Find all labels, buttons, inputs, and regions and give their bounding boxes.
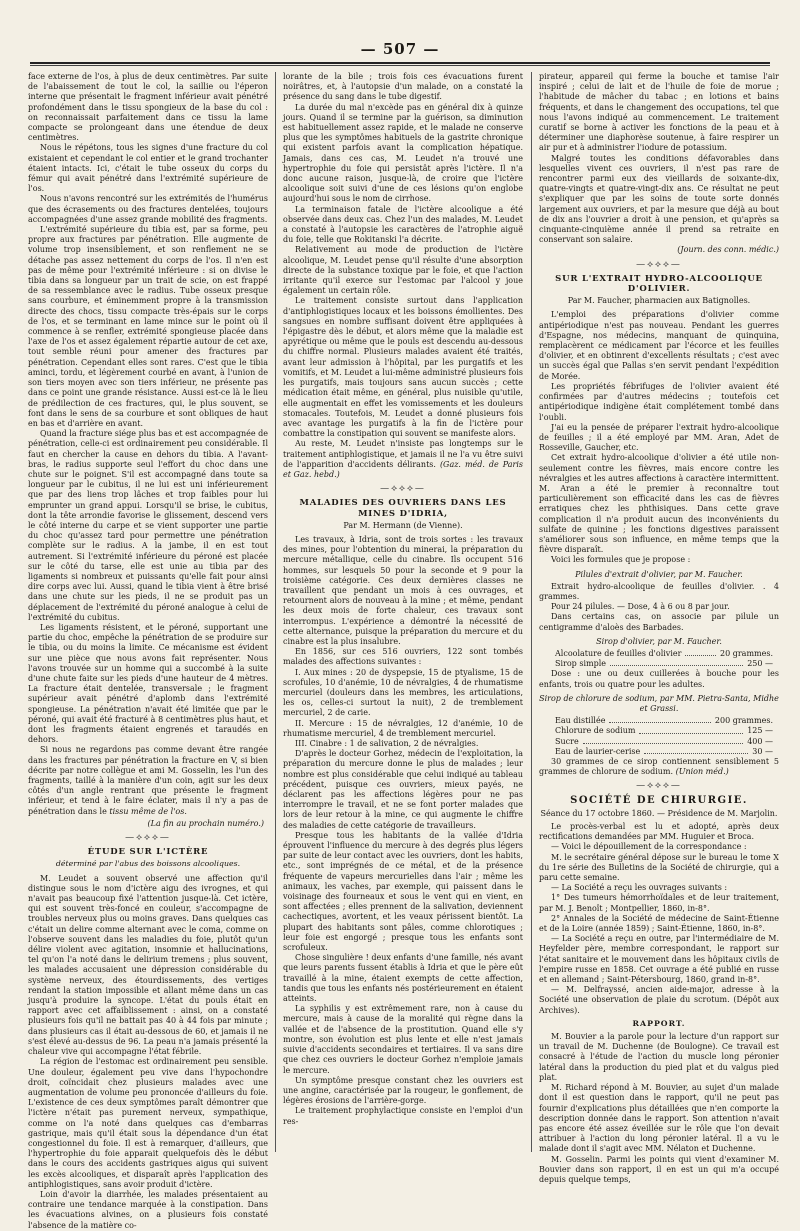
ingredient-name: Sirop simple	[555, 659, 607, 669]
ingredient-name: Sucre	[555, 736, 579, 746]
paragraph: — La Société a reçu les ouvrages suivants :	[551, 883, 728, 893]
ingredient-name: Eau distillée	[555, 716, 606, 726]
paragraph: M. Richard répond à M. Bouvier, au sujet d'un malade dont il est question dans le rapport, qu'il ne peut pas fournir d'explications plus détaillées que n'en comporte la description donnée dans le rapport. Son attention n'avait pas encore été assez éveillée sur le rôle que l'on devait attribuer à l'action du long péronier latéral. Il a vu le malade dont il s'agit avec MM. Nélaton et Duchenne.	[539, 1083, 779, 1154]
paragraph: Cet extrait hydro-alcoolique d'olivier a été utile non-seulement contre les fièvres, mais encore contre les névralgies et les autres affections à caractère intermittent. M. Aran a été le premier à reconnaître tout particulièrement son efficacité dans les cas de fièvres erratiques chez les phthisiques. Dans cette grave complication il n'a produit aucun des inconvénients du sulfate de quinine ; les fonctions digestives paraissent s'améliorer sous son influence, en même temps que la fièvre disparaît.	[539, 453, 779, 555]
leader-dots	[583, 737, 744, 744]
paragraph-text: Si nous ne regardons pas comme devant être rangée dans les fractures par pénétration la fracture en V, si bien décrite par notre collègue et ami M. Gosselin, les l'un des fragments, taillé à la manière d'un coin, agit sur les deux côtés d'un angle rentrant que présente le fragment inférieur, et tend à le faire éclater, mais il n'y a pas de pénétration dans le	[28, 745, 268, 816]
paragraph: Nous le répétons, tous les signes d'une fracture du col existaient et cependant le col entier et le grand trochanter étaient intacts. Ici, c'était le tube osseux du corps du fémur qui avait pénétré dans l'extrémité supérieure de l'os.	[28, 143, 268, 194]
article-heading: ÉTUDE SUR L'ICTÈRE	[87, 847, 209, 858]
paragraph: L'extrémité supérieure du tibia est, par sa forme, peu propre aux fractures par pénétration. Elle augmente de volume trop insensiblement, et son renflement ne se détache pas assez nettement du corps de l'os. Il n'en est pas de même pour l'extrémité inférieure : si on divise le tibia dans sa longueur par un trait de scie, on est frappé de sa ressemblance avec le radius. Tube osseux presque sans courbure, et éminemment propre à la transmission directe des chocs, tissu compacte très-épais sur le corps de l'os, et se terminant en lame mince sur le point où il commence à se renfler, extrémité spongieuse placée dans l'axe de l'os et assez également répartie autour de cet axe, tout semble réuni pour amener des fractures par pénétration. Cependant elles sont rares. C'est que le tibia aminci, tordu, et légèrement courbé en avant, à l'union de son tiers moyen avec son tiers inférieur, ne présente pas dans ce point une grande résistance. Aussi est-ce là le lieu de prédilection de ces fractures, qui, le plus souvent, se font dans le sens de sa courbure et sont obliques de haut en bas et d'arrière en avant.	[28, 225, 268, 428]
source-citation: (Gaz. méd. de Paris et Gaz. hebd.)	[283, 459, 524, 479]
ingredient-qty: 30 —	[752, 746, 773, 756]
article-author: Par M. Faucher, pharmacien aux Batignolles.	[567, 296, 751, 306]
paragraph: M. Bouvier a la parole pour la lecture d'un rapport sur un travail de M. Duchenne (de Boulogne). Ce travail est consacré à l'étude de l'action du muscle long péronier latéral dans la production du pied plat et du valgus pied plat.	[539, 1032, 779, 1082]
ornament-divider: —⟡⟡⟡—	[380, 484, 426, 495]
paragraph	[283, 439, 523, 480]
paragraph-text: Au reste, M. Leudet n'insiste pas longtemps sur le traitement antiphlogistique, et jamais il ne l'a vu être suivi de l'apparition d'accidents délirants.	[283, 439, 523, 469]
ingredient-name: Chlorure de sodium	[555, 726, 636, 736]
ingredient-qty: 250 —	[747, 659, 773, 669]
formula-line: Extrait hydro-alcoolique de feuilles d'olivier. . 4 grammes.	[539, 581, 779, 601]
formula-title: Sirop de chlorure de sodium, par MM. Pietra-Santa, Midhe et Grassi.	[539, 693, 779, 713]
formula-row	[539, 726, 779, 736]
paragraph: L'emploi des préparations d'olivier comme antipériodique n'est pas nouveau. Pendant les guerres d'Espagne, nos médecins, manquant de quinquina, remplacèrent ce médicament par l'écorce et les feuilles d'olivier, et en obtinrent d'excellents résultats ; c'est avec un succès égal que Pallas s'en servit pendant l'expédition de Morée.	[539, 310, 779, 381]
paragraph: Relativement au mode de production de l'ictère alcoolique, M. Leudet pense qu'il résulte d'une absorption directe de la substance toxique par le foie, et que l'action irritante qu'il exerce sur l'estomac par l'alcool y joue également un certain rôle.	[283, 245, 523, 296]
paragraph: Malgré toutes les conditions défavorables dans lesquelles vivent ces ouvriers, il n'est pas rare de rencontrer parmi eux des vieillards de soixante-dix, quatre-vingts et quatre-vingt-dix ans. Ce résultat ne peut s'expliquer que par les soins de toute sorte donnés largement aux ouvriers, et par la mesure que déjà au bout de dix ans l'ouvrier a droit à une pension, et qu'après sa cinquante-cinquième année il prend sa retraite en conservant son salaire.	[539, 153, 779, 245]
paragraph: Presque tous les habitants de la vallée d'Idria éprouvent l'influence du mercure à des degrés plus légers par suite de leur contact avec les ouvriers, dont les habits, etc., sont imprégnés de ce métal, et de la présence fréquente de vapeurs mercurielles dans l'air ; même les animaux, les vaches, par exemple, qui paissent dans le voisinage des fourneaux et sous le vent qui en vient, en sont affectées ; elles prennent de la salivation, deviennent cachectiques, avortent, et les veaux périssent bientôt. La plupart des habitants sont pâles, comme chlorotiques ; leur foie est engorgé ; presque tous les enfants sont scrofuleux.	[283, 830, 523, 953]
paragraph: Quand la fracture siége plus bas et est accompagnée de pénétration, celle-ci est ordinairement peu considérable. Il faut en chercher la cause en dehors du tibia. A l'avant-bras, le radius supporte seul l'effort du choc dans une chute sur le poignet. S'il est accompagné dans toute sa longueur par le cubitus, il ne lui est uni inférieurement que par des liens trop lâches et trop faibles pour lui emprunter un grand appui. Lorsqu'il se brise, le cubitus, dont la tête arrondie favorise le glissement, descend vers le côté interne du carpe et se vient supporter une partie du choc qu'assez tard pour permettre une pénétration complète sur le radius. A la jambe, il en est tout autrement. Si l'extrémité inférieure du péroné est placée sur le côté du tarse, elle est unie au tibia par des ligaments si nombreux et puissants qu'elle fait pour ainsi dire corps avec lui. Aussi, quand le tibia vient à être brisé dans une chute sur les pieds, il ne se produit pas un déplacement de l'extrémité du péroné analogue à celui de l'extrémité du cubitus.	[28, 429, 268, 622]
continuation-note: (La fin au prochain numéro.)	[147, 818, 264, 828]
leader-dots	[609, 716, 710, 723]
paragraph: Un symptôme presque constant chez les ouvriers est une angine, caractérisée par la rougeur, le gonflement, de légères érosions de l'arrière-gorge.	[283, 1075, 523, 1106]
paragraph: Dans certains cas, on associe par pilule un centigramme d'aloès des Barbades.	[539, 612, 779, 632]
session-line: Séance du 17 octobre 1860. — Présidence de M. Marjolin.	[540, 808, 778, 818]
formula-row	[539, 747, 779, 757]
paragraph: J'ai eu la pensée de préparer l'extrait hydro-alcoolique de feuilles ; il a été employé par MM. Aran, Adet de Rosseville, Gaucher, etc.	[539, 422, 779, 453]
article-heading: SUR L'EXTRAIT HYDRO-ALCOOLIQUE D'OLIVIER.	[555, 273, 763, 295]
leader-dots	[644, 747, 748, 754]
paragraph: III. Cinabre : 1 de salivation, 2 de névralgies.	[295, 739, 479, 748]
formula-row	[539, 659, 779, 669]
formula-row	[539, 737, 779, 747]
paragraph: — La Société a reçu en outre, par l'intermédiaire de M. Heyfelder père, membre correspondant, le rapport sur l'état sanitaire et le mouvement dans les hôpitaux civils de l'empire russe en 1858. Cet ouvrage a été publié en russe et en allemand ; Saint-Pétersbourg, 1860, grand in-8°.	[539, 934, 779, 985]
paragraph: I. Aux mines : 20 de dyspepsie, 15 de ptyalisme, 15 de scrofules, 10 d'anémie, 10 de névralgies, 4 de rhumatisme mercuriel (douleurs dans les membres, les articulations, les os, celles-ci surtout la nuit), 2 de tremblement mercuriel, 2 de carie.	[283, 667, 523, 718]
formula-dose: Dose : une ou deux cuillerées à bouche pour les enfants, trois ou quatre pour les adultes.	[539, 669, 779, 689]
paragraph: La terminaison fatale de l'ictère alcoolique a été observée dans deux cas. Chez l'un des malades, M. Leudet a constaté à l'autopsie les caractères de l'atrophie aiguë du foie, telle que Rokitanski l'a décrite.	[283, 204, 523, 245]
society-heading: SOCIÉTÉ DE CHIRURGIE.	[570, 794, 748, 806]
ornament-divider: —⟡⟡⟡—	[636, 259, 682, 270]
paragraph: Les travaux, à Idria, sont de trois sortes : les travaux des mines, pour l'obtention du minerai, la préparation du mercure métallique, celle du cinabre. Ils occupent 516 hommes, sur lesquels 50 pour la seconde et 9 pour la troisième catégorie. Ces deux dernières classes ne travaillent que pendant un mois à ces ouvrages, et retournent alors de nouveau à la mine ; et même, pendant les deux mois de forte chaleur, ces travaux sont interrompus. L'expérience a démontré la nécessité de cette alternance, puisque la préparation du mercure et du cinabre est la plus insalubre.	[283, 534, 523, 646]
paragraph: M. le secrétaire général dépose sur le bureau le tome X du 1re série des Bulletins de la Société de chirurgie, qui a paru cette semaine.	[539, 852, 779, 883]
paragraph	[28, 745, 268, 816]
paragraph: lorante de la bile ; trois fois ces évacuations furent noirâtres, et, à l'autopsie d'un malade, on a constaté la présence du sang dans le tube digestif.	[283, 72, 523, 102]
formula-title: Pilules d'extrait d'olivier, par M. Faucher.	[575, 569, 743, 579]
source-citation: (Journ. des conn. médic.)	[677, 245, 779, 255]
paragraph: Le procès-verbal est lu et adopté, après deux rectifications demandées par MM. Huguier et Broca.	[539, 822, 779, 842]
column-middle	[283, 72, 523, 1152]
paragraph: pirateur, appareil qui ferme la bouche et tamise l'air inspiré ; celui de lait et de l'huile de foie de morue ; l'habitude de mâcher du tabac ; en lotions et bains fréquents, et dans le changement des occupations, tel que nous l'avons indiqué au commencement. Le traitement curatif se borne à activer les fonctions de la peau et à déterminer une diaphorèse soutenue, à faire respirer un air pur et à administrer l'iodure de potassium.	[539, 72, 779, 153]
column-right	[539, 72, 779, 1184]
leader-dots	[639, 726, 743, 733]
paragraph: M. Leudet a souvent observé une affection qu'il distingue sous le nom d'ictère aigu des ivrognes, et qui n'avait pas beaucoup fixé l'attention jusque-là. Cet ictère, qui est souvent très-foncé en couleur, s'accompagne de troubles nerveux plus ou moins graves. Dans quelques cas c'était un delire comme alternant avec le coma, comme on l'observe souvent dans les maladies du foie, plutôt qu'un délire violent avec agitation, insomnie et hallucinations, tel qu'on l'a noté dans le delirium tremens ; plus souvent, les malades accusaient une dépression considérable du système nerveux, des étourdissements, des vertiges rendant la station impossible et allant même dans un cas jusqu'à produire la syncope. L'état du pouls était en rapport avec cet affaiblissement : ainsi, on a constaté plusieurs fois qu'il ne battait pas 40 à 44 fois par minute ; dans plusieurs cas il était au-dessous de 60, et jamais il ne s'est élevé au-dessus de 96. La peau n'a jamais présenté la chaleur vive qui accompagne l'état fébrile.	[28, 873, 268, 1057]
leader-dots	[610, 659, 743, 666]
paragraph-text: 30 grammes de ce sirop contiennent sensiblement 5 grammes de chlorure de sodium.	[539, 757, 779, 777]
paragraph: Le traitement consiste surtout dans l'application d'antiphlogistiques locaux et les boissons émollientes. Des sangsues en nombre suffisant doivent être appliquées à l'épigastre dès le début, et alors même que la maladie est apyrétique ou même que le pouls est descendu au-dessous du chiffre normal. Plusieurs malades avaient été traités, avant leur admission à l'hôpital, par les purgatifs et les vomitifs, et M. Leudet a lui-même administré plusieurs fois les purgatifs, mais toujours sans aucun succès ; cette médication était même, en général, plus nuisible qu'utile, elle augmentait en effet les vomissements et les douleurs stomacales. Toutefois, M. Leudet a donné plusieurs fois avec avantage les purgatifs à la fin de l'ictère pour combattre la constipation qui souvent se manifeste alors.	[283, 296, 523, 439]
paragraph: — Voici le dépouillement de la correspondance :	[551, 842, 747, 852]
ingredient-name: Alcoolature de feuilles d'olivier	[555, 648, 682, 658]
ingredient-qty: 125 —	[747, 726, 773, 736]
paragraph: D'après le docteur Gorhez, médecin de l'exploitation, la préparation du mercure donne le plus de malades ; leur nombre est plus considérable que celui indiqué au tableau précédent, puisque ces ouvriers, mieux payés, ne déclarent pas les affections légères pour ne pas interrompre le travail, et ne se font porter malades que lors de leur retour à la mine, ce qui augmente le chiffre des maladies de cette catégorie de travailleurs.	[283, 749, 523, 830]
paragraph: En 1856, sur ces 516 ouvriers, 122 sont tombés malades des affections suivantes :	[283, 647, 523, 667]
paragraph: Le traitement prophylactique consiste en l'emploi d'un res-	[283, 1106, 523, 1126]
paragraph: Loin d'avoir la diarrhée, les malades présentaient au contraire une tendance marquée à la constipation. Dans les évacuations alvines, on a plusieurs fois constaté l'absence de la matière co-	[28, 1189, 268, 1230]
paragraph: La durée du mal n'excède pas en général dix à quinze jours. Quand il se termine par la guérison, sa diminution est habituellement assez rapide, et le malade ne conserve plus que les symptômes habituels de la gastrite chronique qui existent parfois avant la complication hépatique. Jamais, dans ces cas, M. Leudet n'a trouvé une hypertrophie du foie qui persistât après l'ictère. Il n'a donc aucune raison, jusque-là, de croire que l'ictère alcoolique soit suivi d'une de ces lésions qu'on englobe aujourd'hui sous le nom de cirrhose.	[283, 102, 523, 204]
page-number: — 507 —	[360, 40, 440, 58]
paragraph: Voici les formules que je propose :	[551, 555, 691, 565]
paragraph: 2° Annales de la Société de médecine de Saint-Étienne et de la Loire (année 1859) ; Saint-Étienne, 1860, in-8°.	[539, 913, 779, 934]
article-author: Par M. Hermann (de Vienne).	[343, 520, 463, 530]
header-rule	[30, 62, 770, 66]
paragraph: La région de l'estomac est ordinairement peu sensible. Une douleur, également peu vive dans l'hypochondre droit, coïncidait chez plusieurs malades avec une augmentation de volume peu prononcée d'ailleurs du foie. L'existence de ces deux symptômes paraît démontrer que l'ictère n'était pas purement nerveux, sympathique, comme on l'a noté dans quelques cas d'embarras gastrique, mais qu'il était sous la dépendance d'un état congestionnel du foie. Il est à remarquer, d'ailleurs, que l'hypertrophie du foie apparait quelquefois dès le début dans le cours des accidents gastriques aigus qui suivent les excès alcooliques, et disparaît après l'application des antiphlogistiques, sans avoir produit d'ictère.	[28, 1057, 268, 1189]
paragraph: M. Gosselin. Parmi les points qui vient d'examiner M. Bouvier dans son rapport, il en est un qui m'a occupé depuis quelque temps,	[539, 1154, 779, 1184]
italic-text: tissu même de l'os.	[109, 806, 187, 816]
paragraph: II. Mercure : 15 de névralgies, 12 d'anémie, 10 de rhumatisme mercuriel, 4 de tremblement mercuriel.	[283, 718, 523, 738]
ornament-divider: —⟡⟡⟡—	[125, 833, 171, 844]
paragraph: face externe de l'os, à plus de deux centimètres. Par suite de l'abaissement de tout le col, la saillie ou l'éperon interne que présentait le fragment inférieur avait pénétré profondément dans le tissu spongieux de la base du col : on reconnaissait parfaitement dans ce tissu la lame compacte se prolongeant dans une étendue de deux centimètres.	[28, 72, 268, 143]
leader-dots	[685, 649, 716, 656]
ingredient-qty: 200 grammes.	[714, 716, 773, 726]
paragraph: La syphilis y est extrêmement rare, non à cause du mercure, mais à cause de la moralité qui règne dans la vallée et de l'absence de la prostitution. Quand elle s'y montre, son évolution est plus lente et elle n'est jamais suivie d'accidents secondaires et tertiaires. Il va sans dire que chez ces ouvriers le docteur Gorhez n'emploie jamais le mercure.	[283, 1004, 523, 1075]
paragraph: Chose singulière ! deux enfants d'une famille, nés avant que leurs parents fussent établis à Idria et que le père eût travaillé à la mine, étaient exempts de cette affection, tandis que tous les enfants nés postérieurement en étaient atteints.	[283, 953, 523, 1004]
article-heading: MALADIES DES OUVRIERS DANS LES MINES D'IDRIA,	[299, 498, 507, 519]
formula-title: Sirop d'olivier, par M. Faucher.	[596, 636, 722, 646]
formula-dose: Pour 24 pilules. — Dose, 4 à 6 ou 8 par jour.	[551, 602, 730, 612]
ingredient-name: Eau de laurier-cerise	[555, 746, 641, 756]
source-citation: (Union méd.)	[675, 767, 729, 777]
formula-row	[539, 716, 779, 726]
paragraph: Nous n'avons rencontré sur les extrémités de l'humérus que des écrasements ou des fractures dentelées, toujours accompagnées d'une assez grande mobilité des fragments.	[28, 194, 268, 224]
paragraph: Les propriétés fébrifuges de l'olivier avaient été confirmées par d'autres médecins ; toutefois cet antipériodique indigène était complétement tombé dans l'oubli.	[539, 381, 779, 422]
report-heading: RAPPORT.	[632, 1018, 686, 1028]
ingredient-qty: 20 grammes.	[720, 648, 773, 658]
paragraph: — M. Delfrayssé, ancien aide-major, adresse à la Société une observation de plaie du scrotum. (Dépôt aux Archives).	[539, 985, 779, 1015]
ornament-divider: —⟡⟡⟡—	[636, 781, 682, 792]
column-left	[28, 72, 268, 1230]
article-subheading: déterminé par l'abus des boissons alcooliques.	[55, 859, 241, 869]
paragraph	[539, 757, 779, 777]
formula-row	[539, 649, 779, 659]
ingredient-qty: 400 —	[747, 736, 773, 746]
paragraph: Les ligaments résistent, et le péroné, supportant une partie du choc, empêche la pénétration de se produire sur le tibia, ou du moins la limite. Ce mécanisme est évident sur une pièce que nous avons fait représenter. Nous l'avons trouvée sur un homme qui a succombé à la suite d'une chute faite sur les pieds d'une hauteur de 4 mètres. La fracture était dentelée, transversale ; le fragment supérieur avait pénétré d'aplomb dans l'extrémité spongieuse. La pénétration n'avait été limitée que par le péroné, qui avait été fracturé à 8 centimètres plus haut, et dont les fragments étaient engrenés et taraudés en dehors.	[28, 622, 268, 745]
paragraph: 1° Des tumeurs hémorrhoïdales et de leur traitement, par M. J. Benoît ; Montpellier, 1860, in-8°.	[539, 893, 779, 913]
